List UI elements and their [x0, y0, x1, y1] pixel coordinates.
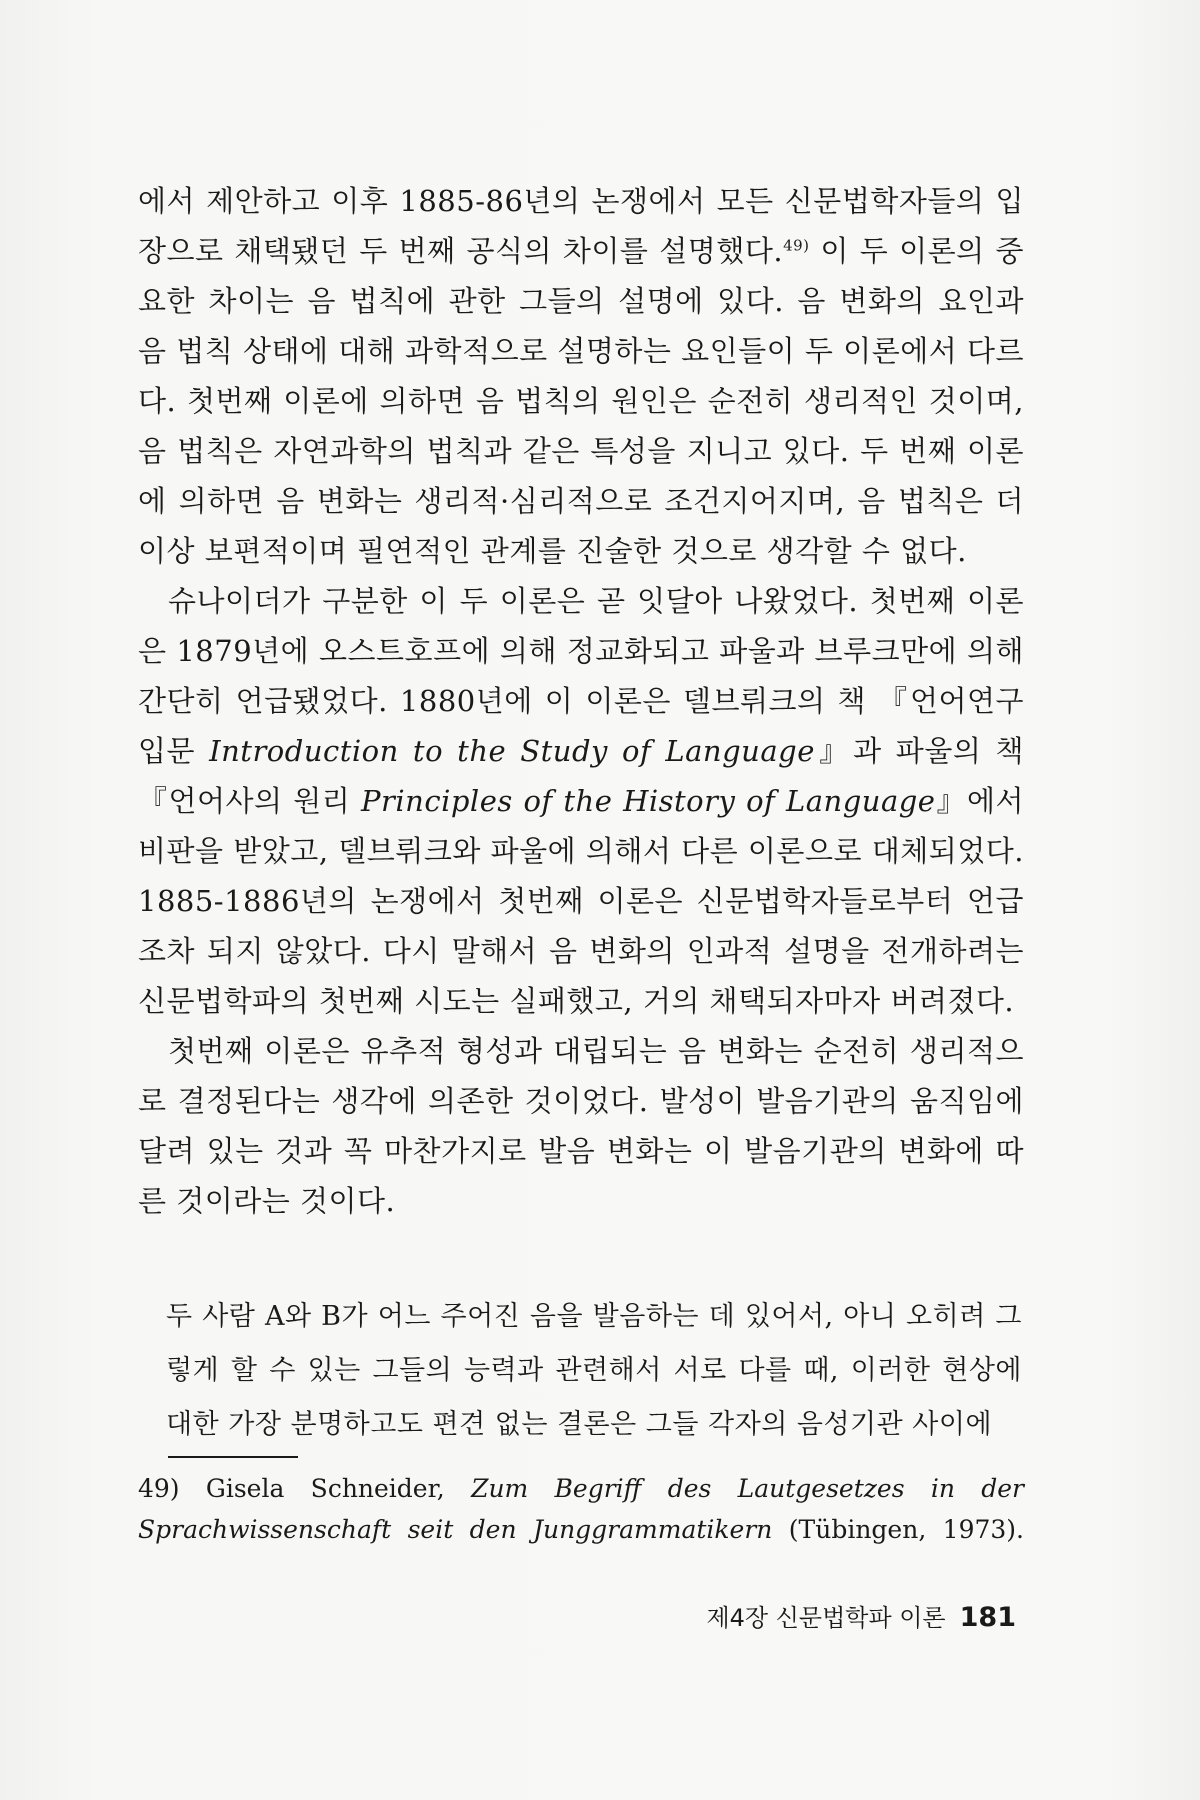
footnote-author: Gisela Schneider, — [205, 1474, 445, 1503]
paragraph-1: 에서 제안하고 이후 1885-86년의 논쟁에서 모든 신문법학자들의 입장으로 채택됐던 두 번째 공식의 차이를 설명했다.$^{49)}$ 이 두 이론의 중요한 차이는 음 법칙에 관한 그들의 설명에 있다. 음 변화의 요인과 음 법칙 상태에 대해 과학적으로 설명하는 요인들이 두 이론에서 다르다. 첫번째 이론에 의하면 음 법칙의 원인은 순전히 생리적인 것이며, 음 법칙은 자연과학의 법칙과 같은 특성을 지니고 있다. 두 번째 이론에 의하면 음 변화는 생리적·심리적으로 조건지어지며, 음 법칙은 더 이상 보편적이며 필연적인 관계를 진술한 것으로 생각할 수 없다. — [138, 184, 1024, 568]
running-chapter-title: 제4장 신문법학파 이론 — [706, 1604, 946, 1632]
page-footer — [706, 1598, 1016, 1633]
footnote — [138, 1468, 1024, 1550]
main-text — [138, 176, 1024, 1226]
footnote-title: Zum Begriff des Lautgesetzes in der Sprachwissenschaft seit den Junggrammatikern — [138, 1474, 1024, 1544]
block-quote: 두 사람 A와 B가 어느 주어진 음을 발음하는 데 있어서, 아니 오히려 그렇게 할 수 있는 그들의 능력과 관련해서 서로 다를 때, 이러한 현상에 대한 가장 분명하고도 편견 없는 결론은 그들 각자의 음성기관 사이에 — [166, 1301, 1022, 1440]
footnote-publication: (Tübingen, 1973). — [772, 1515, 1024, 1544]
book-title-2: Principles of the History of Language — [361, 784, 936, 818]
footnote-reference[interactable]: 49) — [783, 236, 810, 255]
paragraph-3: 첫번째 이론은 유추적 형성과 대립되는 음 변화는 순전히 생리적으로 결정된다는 생각에 의존한 것이었다. 발성이 발음기관의 움직임에 달려 있는 것과 꼭 마찬가지로 발음 변화는 이 발음기관의 변화에 따른 것이라는 것이다. — [138, 1034, 1024, 1218]
paragraph-2: 슈나이더가 구분한 이 두 이론은 곧 잇달아 나왔었다. 첫번째 이론은 1879년에 오스트호프에 의해 정교화되고 파울과 브루크만에 의해 간단히 언급됐었다. 1880년에 이 이론은 델브뤼크의 책 『언어연구입문 Introduction to the Study of Language』과 파울의 책 『언어사의 원리 Principles of the History of Language』에서 비판을 받았고, 델브뤼크와 파울에 의해서 다른 이론으로 대체되었다. 1885-1886년의 논쟁에서 첫번째 이론은 신문법학자들로부터 언급조차 되지 않았다. 다시 말해서 음 변화의 인과적 설명을 전개하려는 신문법학파의 첫번째 시도는 실패했고, 거의 채택되자마자 버려졌다. — [138, 584, 1025, 1018]
page-number: 181 — [959, 1602, 1016, 1633]
footnote-divider — [168, 1456, 298, 1458]
footnote-number: 49) — [138, 1474, 180, 1503]
book-title-1: Introduction to the Study of Language — [209, 734, 815, 768]
